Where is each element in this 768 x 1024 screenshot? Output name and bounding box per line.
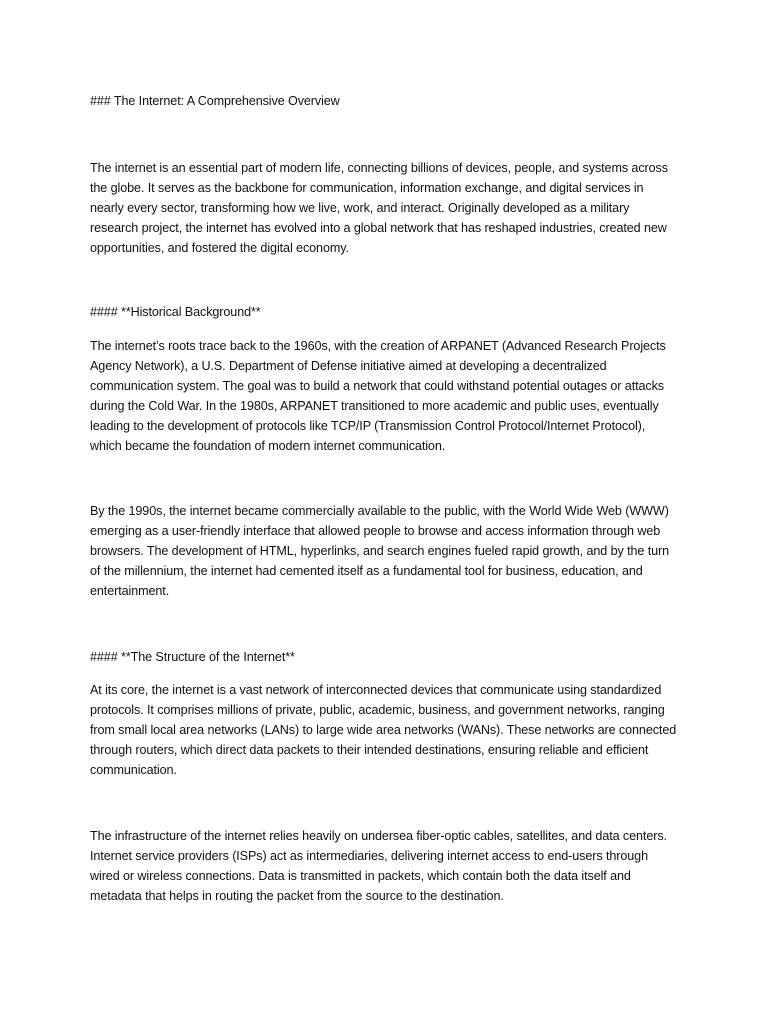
section-heading-historical-background: #### **Historical Background** [90,305,261,319]
document-title: ### The Internet: A Comprehensive Overview [90,94,340,108]
section-heading-structure: #### **The Structure of the Internet** [90,650,295,664]
paragraph-structure-2: The infrastructure of the internet relies heavily on undersea fiber-optic cables, satellites, and data centers. Internet service providers (ISPs) act as intermediaries, delivering internet access to end-users through wired or wireless connections. Data is transmitted in packets, which contain both the data itself and metadata that helps in routing the packet from the source to the destination. [90,829,667,903]
paragraph-structure-1: At its core, the internet is a vast network of interconnected devices that communicate using standardized protocols. It comprises millions of private, public, academic, business, and government networks, ranging from small local area networks (LANs) to large wide area networks (WANs). These networks are connected through routers, which direct data packets to their intended destinations, ensuring reliable and efficient communication. [90,683,677,777]
paragraph-historical-2: By the 1990s, the internet became commercially available to the public, with the World Wide Web (WWW) emerging as a user-friendly interface that allowed people to browse and access information through web browsers. The development of HTML, hyperlinks, and search engines fueled rapid growth, and by the turn of the millennium, the internet had cemented itself as a fundamental tool for business, education, and entertainment. [90,504,670,598]
paragraph-historical-1: The internet’s roots trace back to the 1960s, with the creation of ARPANET (Advanced Research Projects Agency Network), a U.S. Department of Defense initiative aimed at developing a decentralized communication system. The goal was to build a network that could withstand potential outages or attacks during the Cold War. In the 1980s, ARPANET transitioned to more academic and public uses, eventually leading to the development of protocols like TCP/IP (Transmission Control Protocol/Internet Protocol), which became the foundation of modern internet communication. [90,339,666,453]
intro-paragraph: The internet is an essential part of modern life, connecting billions of devices, people, and systems across the globe. It serves as the backbone for communication, information exchange, and digital services in nearly every sector, transforming how we live, work, and interact. Originally developed as a military research project, the internet has evolved into a global network that has reshaped industries, created new opportunities, and fostered the digital economy. [90,161,668,255]
